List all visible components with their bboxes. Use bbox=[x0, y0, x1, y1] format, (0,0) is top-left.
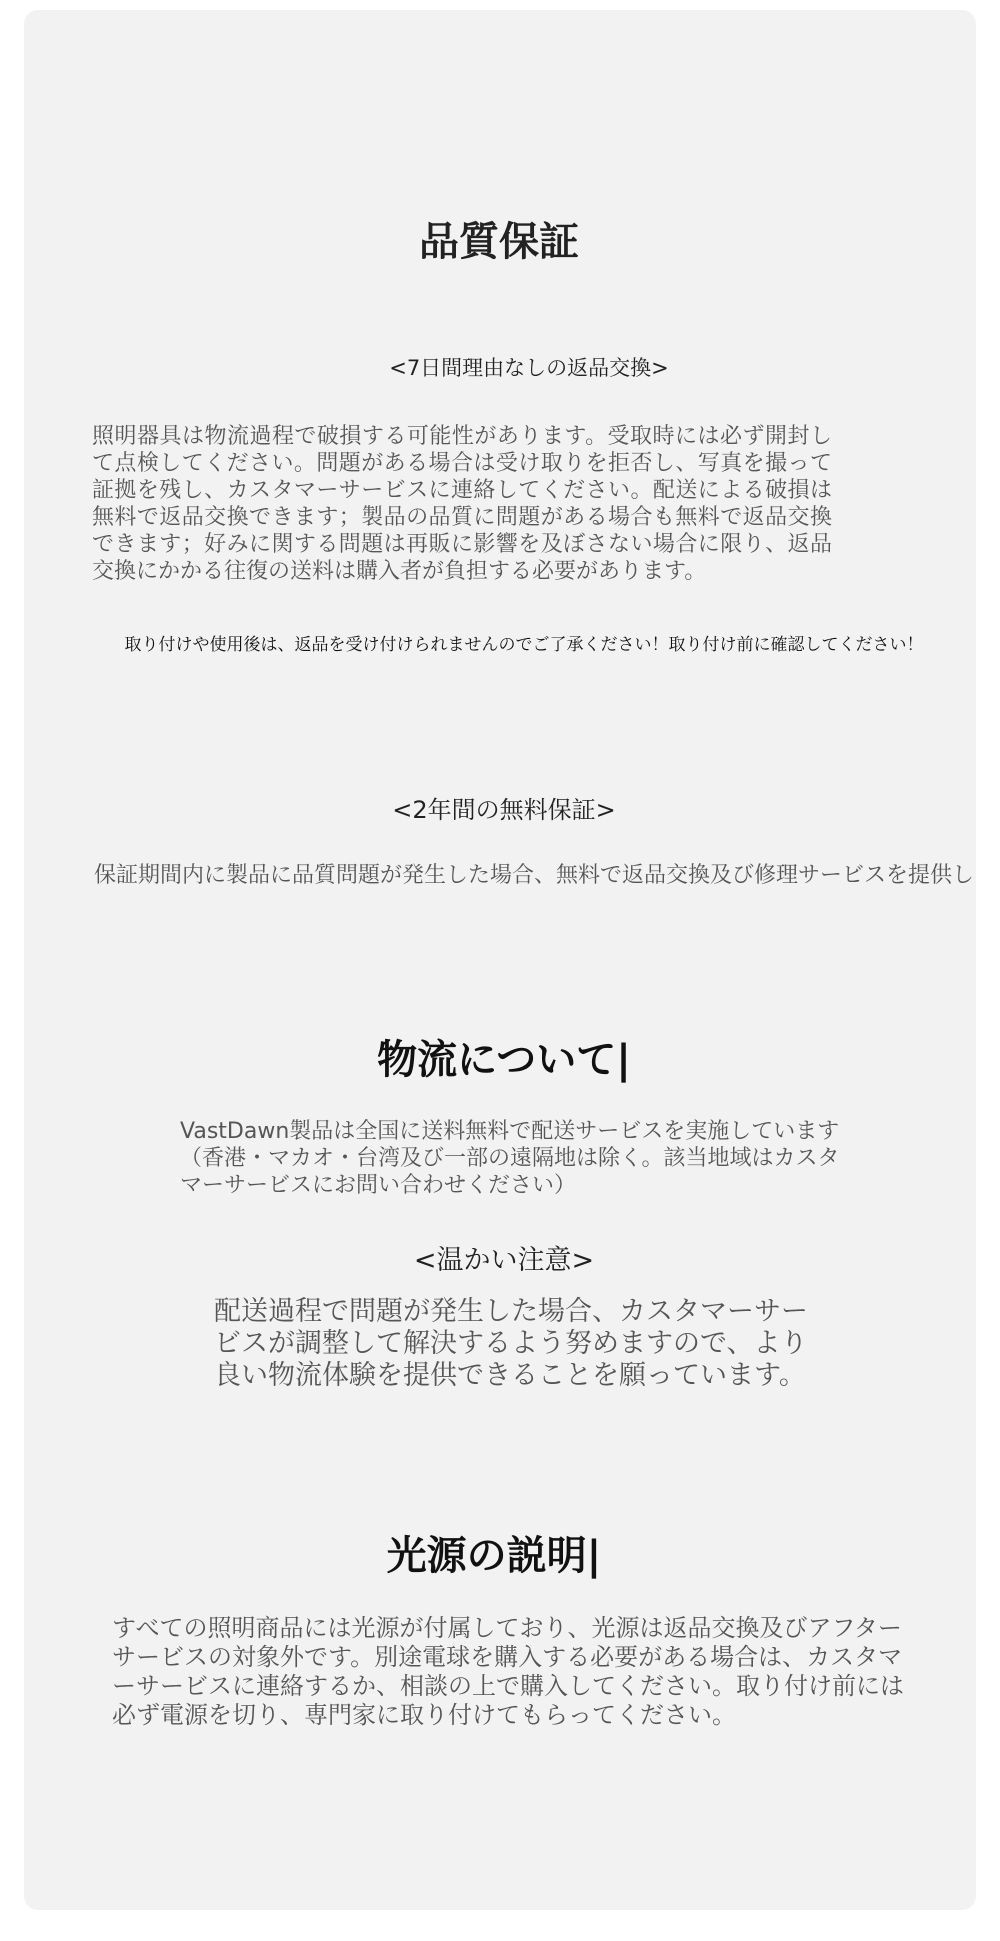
info-card bbox=[24, 10, 976, 1910]
logistics-text: VastDawn製品は全国に送料無料で配送サービスを実施しています（香港・マカオ・台湾及び一部の遠隔地は除く。該当地域はカスタマーサービスにお問い合わせください） bbox=[180, 1119, 840, 1198]
quality-title: 品質保証 bbox=[419, 219, 579, 265]
light-source-text: すべての照明商品には光源が付属しており、光源は返品交換及びアフターサービスの対象外です。別途電球を購入する必要がある場合は、カスタマーサービスに連絡するか、相談の上で購入してください。取り付け前には必ず電源を切り、専門家に取り付けてもらってください。 bbox=[112, 1614, 904, 1729]
logistics-title: 物流について| bbox=[377, 1037, 631, 1083]
return-policy-notice: 取り付けや使用後は、返品を受け付けられませんのでご了承ください！取り付け前に確認してください！ bbox=[124, 635, 924, 655]
warranty-subtitle: <2年間の無料保証> bbox=[392, 796, 616, 824]
warm-notice-subtitle: <温かい注意> bbox=[413, 1245, 595, 1276]
light-source-title: 光源の説明| bbox=[386, 1533, 602, 1579]
warm-notice-text: 配送過程で問題が発生した場合、カスタマーサービスが調整して解決するよう努めますので、より良い物流体験を提供できることを願っています。 bbox=[214, 1296, 808, 1391]
return-policy-subtitle: <7日間理由なしの返品交換> bbox=[389, 356, 669, 380]
return-policy-text: 照明器具は物流過程で破損する可能性があります。受取時には必ず開封して点検してください。問題がある場合は受け取りを拒否し、写真を撮って証拠を残し、カスタマーサービスに連絡してください。配送による破損は無料で返品交換できます；製品の品質に問題がある場合も無料で返品交換できます；好みに関する問題は再販に影響を及ぼさない場合に限り、返品交換にかかる往復の送料は購入者が負担する必要があります。 bbox=[92, 424, 832, 584]
warranty-text: 保証期間内に製品に品質問題が発生した場合、無料で返品交換及び修理サービスを提供し bbox=[94, 863, 975, 888]
